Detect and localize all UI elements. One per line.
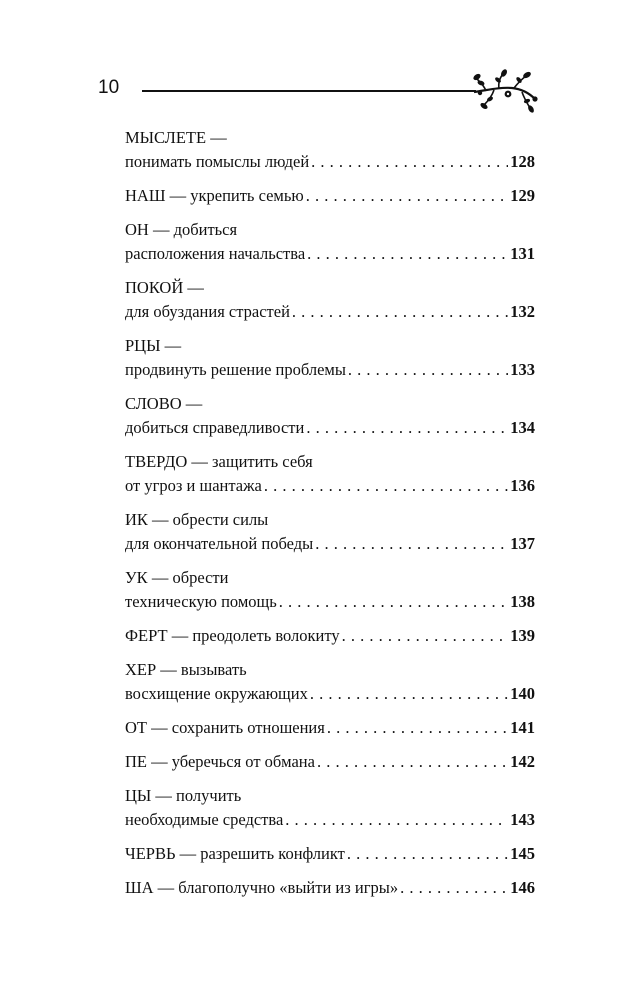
toc-entry[interactable] [125,450,535,498]
toc-page-number: 141 [510,718,535,737]
toc-page-number: 132 [510,302,535,321]
toc-entry[interactable] [125,126,535,174]
dot-leader [310,682,508,706]
toc-entry-subtitle: необходимые средства [125,810,284,829]
toc-entry-title: ЧЕРВЬ — разрешить конфликт [125,844,345,863]
dot-leader [315,532,508,556]
toc-entry-title: ПОКОЙ — [125,278,204,297]
toc-page-number: 133 [510,360,535,379]
toc-page-number: 145 [510,844,535,863]
dot-leader [306,184,509,208]
dot-leader [400,876,508,900]
toc-entry-subtitle: для обуздания страстей [125,302,290,321]
toc-entry-title: ПЕ — уберечься от обмана [125,752,315,771]
toc-page-number: 142 [510,752,535,771]
toc-page-number: 131 [510,244,535,263]
toc-entry[interactable] [125,624,535,648]
toc-entry-subtitle: техническую помощь [125,592,277,611]
toc-entry-subtitle: расположения начальства [125,244,306,263]
toc-entry[interactable] [125,392,535,440]
floral-branch-icon [472,68,538,114]
toc-entry[interactable] [125,276,535,324]
toc-page-number: 143 [510,810,535,829]
toc-entry[interactable] [125,716,535,740]
table-of-contents [125,126,535,910]
dot-leader [342,624,509,648]
toc-entry-title: ТВЕРДО — защитить себя [125,452,313,471]
toc-page-number: 136 [510,476,535,495]
dot-leader [279,590,508,614]
toc-entry-title: ИК — обрести силы [125,510,269,529]
dot-leader [306,416,508,440]
toc-entry-subtitle: восхищение окружающих [125,684,308,703]
toc-page-number: 128 [510,152,535,171]
toc-entry-subtitle: добиться справедливости [125,418,305,437]
toc-entry[interactable] [125,508,535,556]
dot-leader [311,150,508,174]
toc-entry[interactable] [125,658,535,706]
toc-entry-title: ФЕРТ — преодолеть волокиту [125,626,340,645]
dot-leader [292,300,508,324]
dot-leader [317,750,508,774]
toc-entry-title: ОН — добиться [125,220,238,239]
toc-entry-title: ОТ — сохранить отношения [125,718,325,737]
toc-entry[interactable] [125,218,535,266]
toc-entry[interactable] [125,750,535,774]
page-number: 10 [98,77,120,98]
toc-entry[interactable] [125,334,535,382]
dot-leader [307,242,508,266]
toc-entry-title: РЦЫ — [125,336,182,355]
toc-entry-title: СЛОВО — [125,394,203,413]
toc-entry-subtitle: понимать помыслы людей [125,152,310,171]
toc-entry-subtitle: от угроз и шантажа [125,476,262,495]
toc-entry[interactable] [125,566,535,614]
toc-entry-title: ША — благополучно «выйти из игры» [125,878,399,897]
toc-entry-subtitle: для окончательной победы [125,534,314,553]
toc-entry[interactable] [125,842,535,866]
dot-leader [264,474,508,498]
dot-leader [285,808,508,832]
toc-page-number: 137 [510,534,535,553]
toc-entry-title: МЫСЛЕТЕ — [125,128,227,147]
header-rule [142,90,476,92]
dot-leader [327,716,508,740]
toc-page-number: 139 [510,626,535,645]
toc-entry[interactable] [125,876,535,900]
toc-page-number: 146 [510,878,535,897]
toc-page-number: 140 [510,684,535,703]
toc-entry-title: ЦЫ — получить [125,786,242,805]
dot-leader [348,358,508,382]
toc-entry-subtitle: продвинуть решение проблемы [125,360,346,379]
toc-entry[interactable] [125,184,535,208]
toc-page-number: 138 [510,592,535,611]
toc-page-number: 134 [510,418,535,437]
toc-entry-title: ХЕР — вызывать [125,660,247,679]
toc-entry[interactable] [125,784,535,832]
dot-leader [347,842,508,866]
toc-page-number: 129 [510,186,535,205]
toc-entry-title: УК — обрести [125,568,229,587]
toc-entry-title: НАШ — укрепить семью [125,186,304,205]
